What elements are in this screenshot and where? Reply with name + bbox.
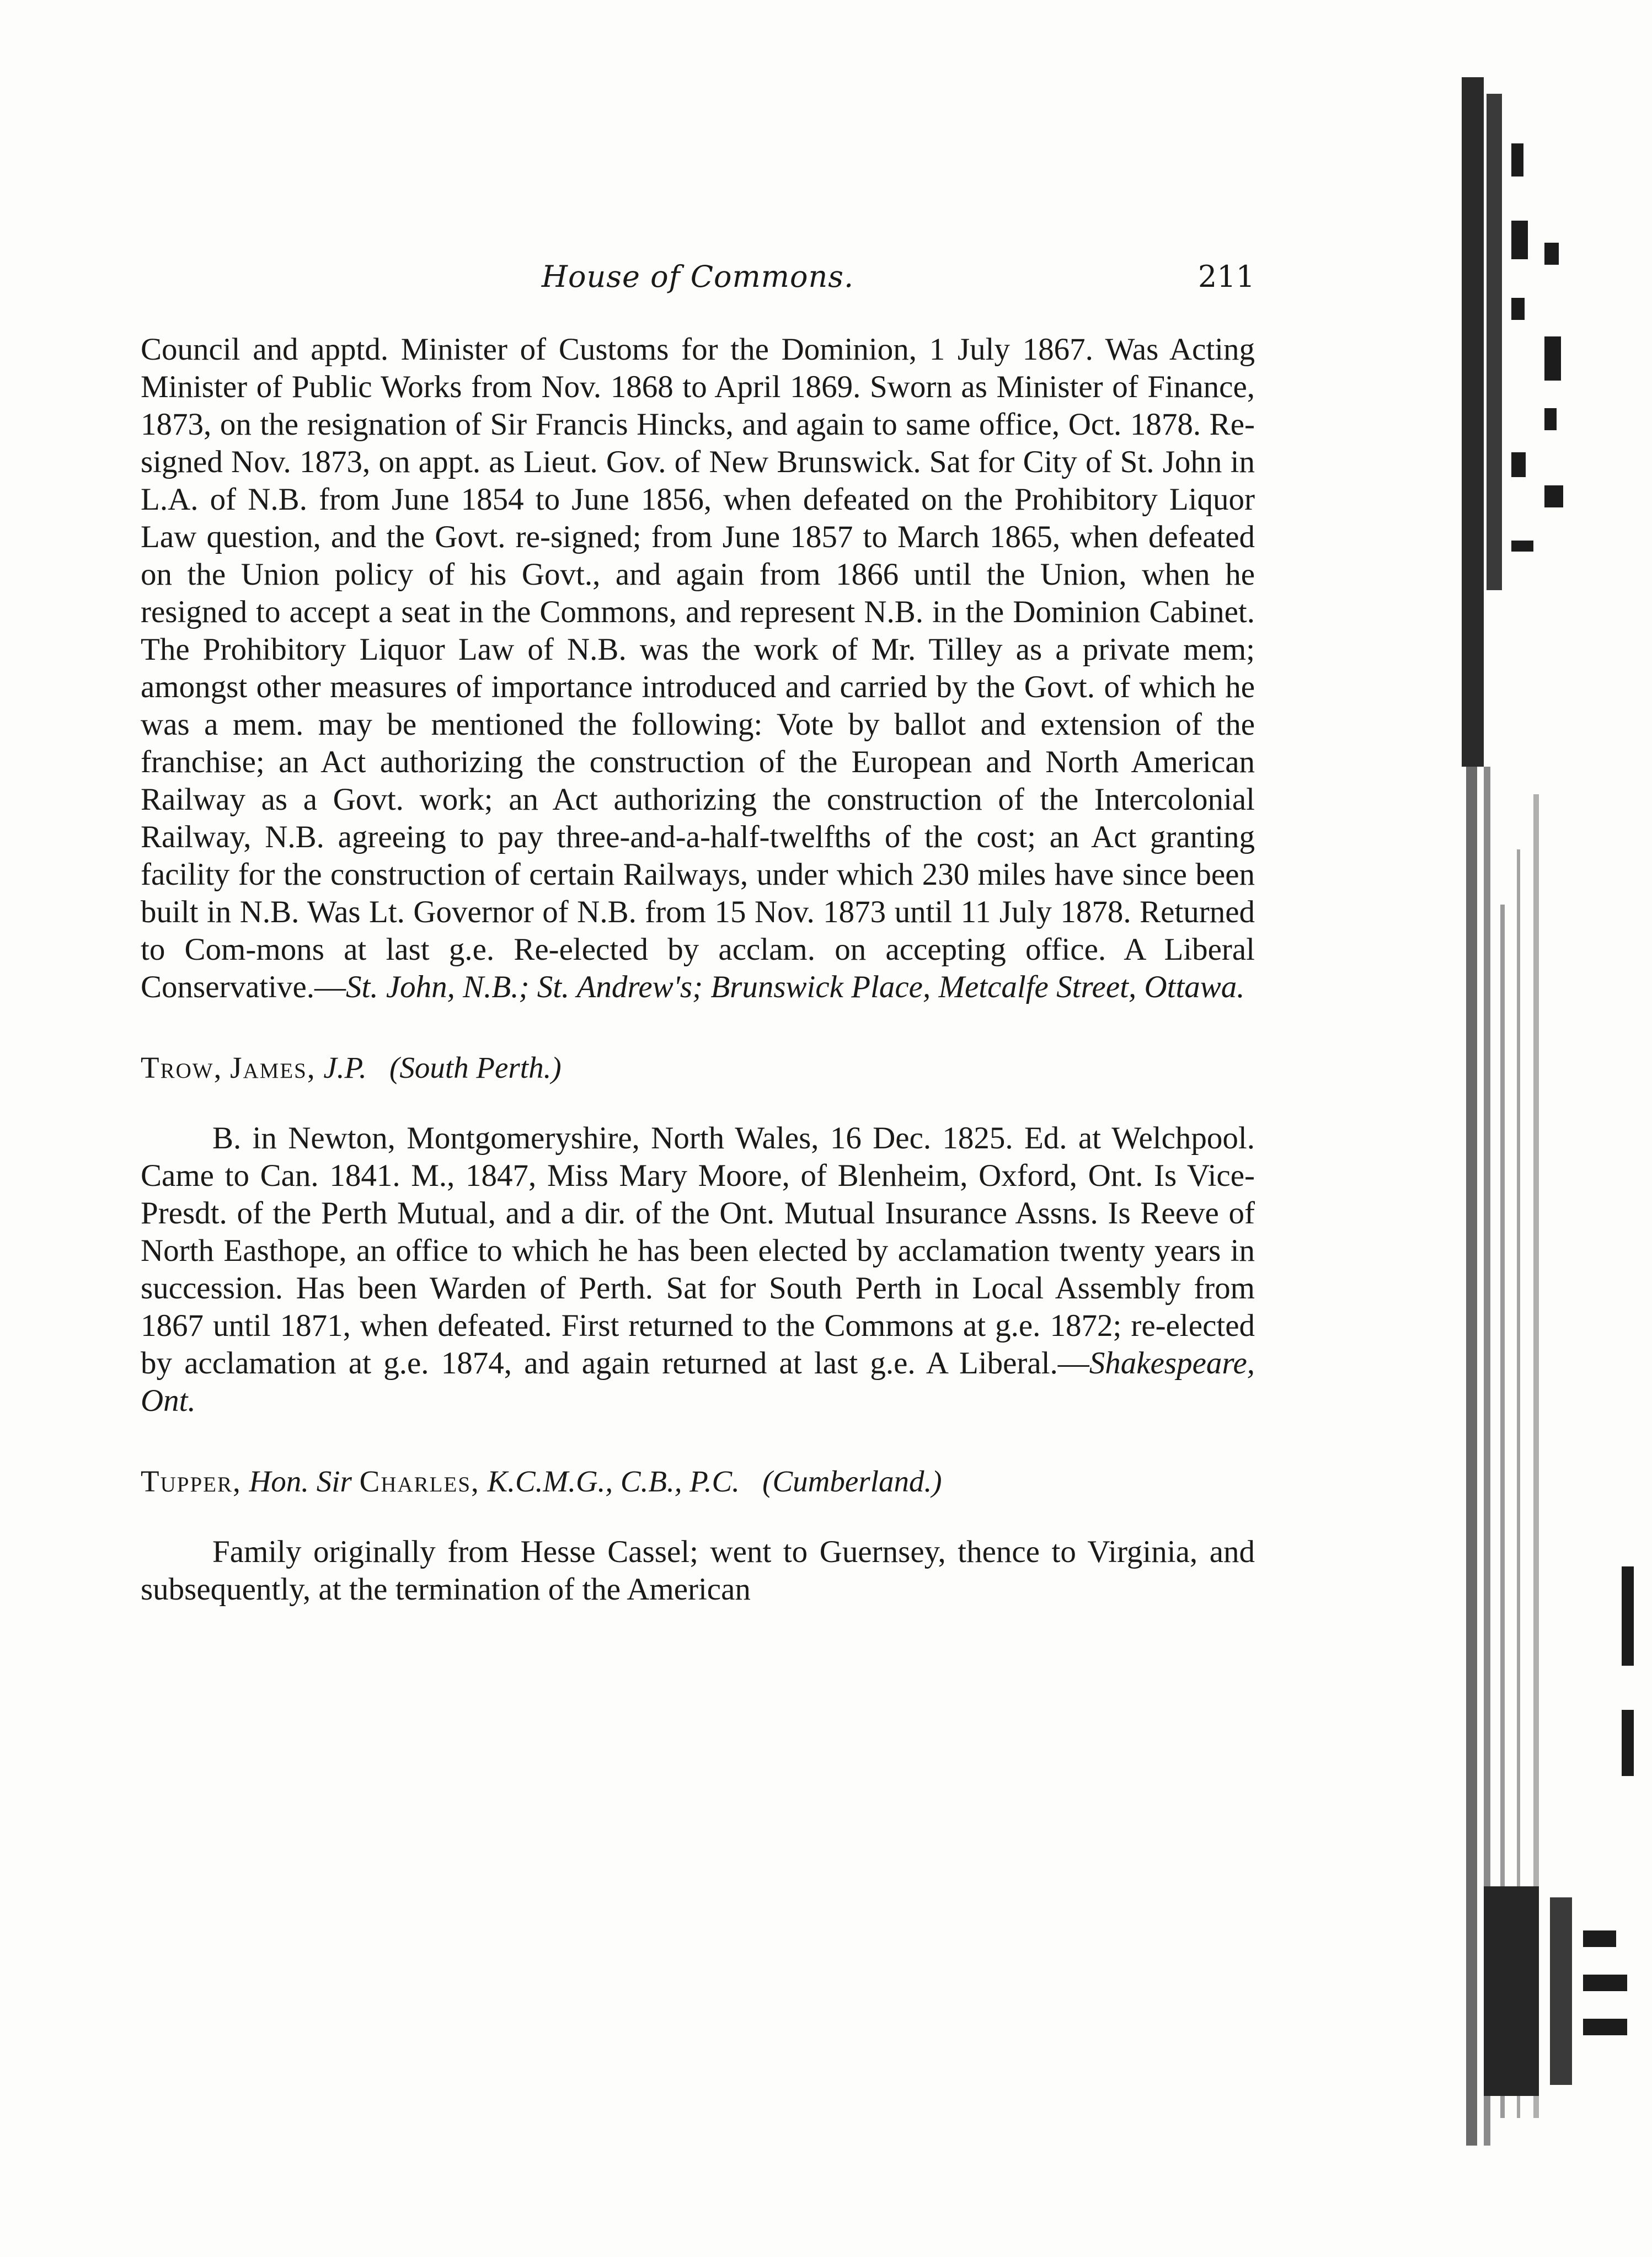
text-line: mons at last g.e. Re-elected by acclam. on accepting office. A [256, 932, 1145, 967]
text-line: Council and apptd. Minister of Customs for the Dominion, 1 July [141, 332, 1010, 367]
text-line: which 230 miles have since been built in N.B. Was Lt. Governor [141, 857, 1255, 929]
text-line: the European and North American Railway as a Govt. work; an [141, 745, 1255, 817]
entry-address: St. John, N.B.; St. Andrew's; Brunswick Place, Metcalfe Street, Ottawa. [346, 970, 1245, 1004]
entry-text: Family originally from Hesse Cassel; went to Guernsey, thence to Virginia, and subsequently, at the termination of the American [141, 1534, 1255, 1607]
entry-given-name: Charles, [359, 1464, 480, 1498]
text-line: mem. may be mentioned the following: Vote by ballot and [232, 707, 1026, 742]
text-line: Dominion Cabinet. The Prohibitory Liquor Law of N.B. was the [141, 595, 1255, 667]
entry-riding: (South Perth.) [389, 1051, 562, 1084]
text-line: signed Nov. 1873, on appt. as Lieut. Gov. of New Brunswick. Sat for [141, 445, 1015, 479]
page-number: 211 [1197, 259, 1255, 294]
text-line: agreeing to pay three-and-a-half-twelfths of the cost; an Act [338, 820, 1137, 854]
text-line: policy of his Govt., and again from 1866 until the Union, when he [334, 557, 1255, 592]
text-line: resigned to accept a seat in the Commons, and represent N.B. in the [141, 595, 1004, 629]
text-line: City of St. John in L.A. of N.B. from June 1854 to June 1856, when [141, 445, 1255, 517]
text-line: defeated on the Prohibitory Liquor Law question, and the Govt. re- [141, 482, 1255, 554]
entry-given-name: James, [230, 1051, 316, 1084]
text-line: granting facility for the construction of certain Railways, under [141, 820, 1255, 892]
text-line: importance introduced and carried by the Govt. of which he was a [141, 670, 1255, 742]
entry-body-trow [141, 1120, 1255, 1420]
entry-heading-tupper [141, 1463, 1255, 1500]
text-line: 1867. Was Acting Minister of Public Works from Nov. 1868 to [141, 332, 1255, 404]
entry-honours: J.P. [323, 1051, 367, 1084]
text-line: Act authorizing the construction of the Intercolonial Railway, N.B. [141, 782, 1255, 854]
body-text [141, 331, 1255, 1608]
text-line: extension of the franchise; an Act authorizing the construction of [141, 707, 1255, 779]
text-line: April 1869. Sworn as Minister of Finance, 1873, on the resignation [141, 370, 1255, 442]
entry-heading-trow [141, 1049, 1255, 1087]
text-line: of N.B. from 15 Nov. 1873 until 11 July 1878. Returned to Com- [141, 895, 1255, 967]
entry-text: B. in Newton, Montgomeryshire, North Wales, 16 Dec. 1825. Ed. at Welchpool. Came to Can. 1841. M., 1847, Miss Mary Moore, of Blenheim, Oxford, Ont. Is Vice-Presdt. of the Perth Mutual, and a dir. of the Ont. Mutual Insurance Assns. Is Reeve of North Easthope, an office to which he has been elected by acclamation twenty years in succession. Has been Warden of Perth. Sat for South Perth in Local Assembly from 1867 until 1871, when defeated. First returned to the Commons at g.e. 1872; re-elected by acclamation at g.e. 1874, and again returned at last g.e. A Liberal.— [141, 1121, 1255, 1381]
entry-address: Shakespeare, Ont. [141, 1346, 1255, 1418]
entry-riding: (Cumberland.) [762, 1464, 942, 1498]
running-title: House of Commons. [541, 259, 854, 294]
entry-body-tupper [141, 1533, 1255, 1608]
text-line: work of Mr. Tilley as a private mem; amongst other measures of [141, 632, 1255, 704]
text-line: Liberal Conservative.— [141, 932, 1255, 1004]
text-line: of Sir Francis Hincks, and again to same office, Oct. 1878. Re- [455, 407, 1255, 442]
continuation-entry [141, 331, 1255, 1006]
running-header [141, 259, 1255, 303]
entry-surname: Tupper, [141, 1464, 242, 1498]
entry-prefix: Hon. Sir [249, 1464, 352, 1498]
entry-surname: Trow, [141, 1051, 223, 1084]
text-line: signed; from June 1857 to March 1865, when defeated on the Union [141, 520, 1255, 592]
entry-honours: K.C.M.G., C.B., P.C. [487, 1464, 740, 1498]
scan-edge-artifact [1462, 77, 1644, 2118]
